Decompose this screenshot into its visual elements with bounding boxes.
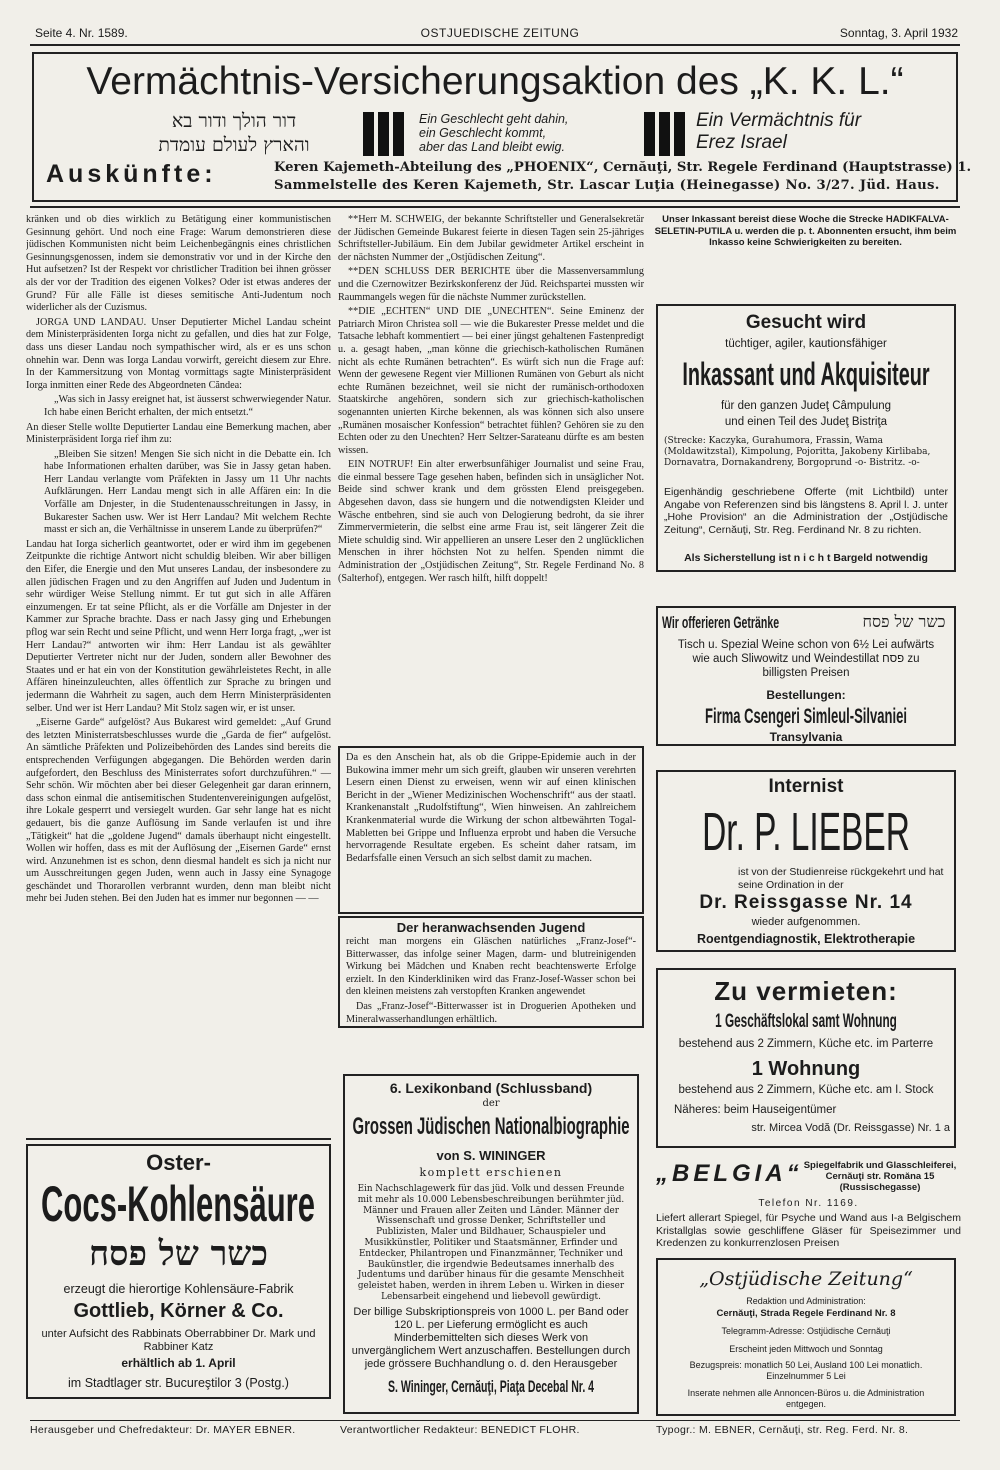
banner-info-1: Keren Kajemeth-Abteilung des „PHOENIX“, Cernăuţi, Str. Regele Ferdinand (Hauptstrasse) 1.: [274, 160, 972, 175]
ad-internist-name: Dr. P. LIEBER: [702, 802, 910, 862]
ad-vermieten-item: 1 Wohnung: [751, 1058, 861, 1080]
banner-hebrew-1: דור הולך ודור בא: [171, 110, 297, 132]
column-rule: [26, 1138, 331, 1140]
ad-getraenke-text: Tisch u. Spezial Weine schon von 6½ Lei aufwärts wie auch Sliwowitz und Weindestillat פסח zu billigsten Preisen: [677, 639, 935, 679]
ad-oster-line: im Stadtlager str. Bucureştilor 3 (Postg.): [68, 1376, 289, 1390]
ad-vermieten-title: Zu vermieten:: [714, 976, 898, 1006]
newspaper-title: OSTJUEDISCHE ZEITUNG: [420, 26, 580, 40]
footer-rule: [30, 1420, 960, 1421]
ad-lexikon-price: Der billige Subskriptionspreis von 1000 L. per Band oder 120 L. per Lieferung ermöglicht es auch Minderbemittelten sich dieses Werk von unvergänglichem Wert anzuschaffen. Bestellungen durch jede grössere Buchhandlung o. d. den Herausgeber: [351, 1306, 631, 1370]
column-2: [338, 214, 644, 736]
news-schweig: **Herr M. SCHWEIG, der bekannte Schriftsteller und Generalsekretär der Jüdischen Gemeinde Bukarest feierte in diesen Tagen sein 25-jähriges Schriftsteller-Jubiläum. Ein dem Jubilar gewidmeter Artikel erscheint in der nächsten Nummer der „Ostjüdischen Zeitung“.: [338, 214, 644, 263]
ad-internist-address: Dr. Reissgasse Nr. 14: [699, 892, 913, 913]
ad-oz-line: Redaktion und Administration:: [746, 1296, 866, 1306]
ad-vermieten-text: bestehend aus 2 Zimmern, Küche etc. am I. Stock: [678, 1084, 934, 1096]
ad-internist: [656, 770, 956, 952]
ad-kosher-hebrew: כשר של פסח: [89, 1234, 268, 1274]
ad-lexikon-title: Grossen Jüdischen Nationalbiographie: [352, 1113, 630, 1140]
article-iorga-landau: JORGA UND LANDAU. Unser Deputierter Michel Landau scheint dem Ministerpräsidenten Iorga nicht zu gefallen, und dies hat zur Folge, dass uns dieser Landau noch sympathischer wird, als er es uns schon ohnehin war. Denn was Iorga Landau vorwirft, gereicht diesem zur Ehre. In der Kammersitzung von Montag vormittags sagte Ministerpräsident Iorga inmitten einer Rede des Abgeordneten Căndea:: [26, 316, 331, 391]
ad-oz-address: Cernăuţi, Strada Regele Ferdinand Nr. 8: [716, 1308, 896, 1319]
banner-auskunfte: Auskünfte:: [46, 160, 217, 188]
ad-ostjuedische: [656, 1258, 956, 1416]
ad-vermieten: [656, 968, 956, 1148]
ad-vermieten-text: bestehend aus 2 Zimmern, Küche etc. im Parterre: [678, 1038, 934, 1050]
ad-getraenke-region: Transylvania: [769, 730, 843, 744]
page-number: Seite 4. Nr. 1589.: [35, 26, 128, 40]
article-eiserne-garde: „Eiserne Garde“ aufgelöst? Aus Bukarest wird gemeldet: „Auf Grund des letzten Ministerratsbeschlusses wurde die „Garda de fier“ aufgelöst. An sämtliche Präfekten und Polizeibehörden des Landes sind bereits die entsprechenden Verfügungen abgegangen. Die Behörden werden darin aufgefordert, den Beschluss des Ministerrates sofort durchzuführen.“ — Sehr schön. Wir möchten aber bei dieser Gelegenheit gar daran erinnern, dass schon einmal die antisemitischen Studentenvereinigungen aufgelöst, ihre Lokale gesperrt und versiegelt wurden. Gar sehr lange hat es nicht gedauert, bis die ganze Auflösung im Sande verlaufen ist und ihre „Tätigkeit“ hat die „goldene Jugend“ damals überhaupt nicht eingestellt. Wollen wir hoffen, dass es mit der Auflösung der „Eisernen Garde“ ernst wird. Anzunehmen ist es schon, denn diesmal handelt es sich ja nicht nur um Ausschreitungen gegen Juden, wenn auch in Jassy eine Synagoge geschändet und Thorarollen verbrannt wurden, denn man bleibt nicht mehr bei Juden stehen. Bei den Juden hat es immer nur begonnen — —: [26, 717, 331, 905]
ad-getraenke-firm: Firma Csengeri Simleul-Silvaniei: [705, 705, 907, 728]
ad-getraenke: [656, 606, 956, 746]
banner-quote: Ein Geschlecht geht dahin, ein Geschlecht kommt, aber das Land bleibt ewig.: [419, 112, 569, 154]
ad-belgia-name: „BELGIA“: [656, 1160, 803, 1187]
banner-bars-right: [640, 112, 690, 156]
ad-belgia-text: Liefert allerart Spiegel, für Psyche und Wand aus I-a Belgischem Kristallglas sowie geschliffene Gläser für Speisezimmer und Kredenzen zu konkurrenzlosen Preisen: [656, 1212, 961, 1249]
notice-inkassant: Unser Inkassant bereist diese Woche die Strecke HADIKFALVA-SELETIN-PUTILA u. werden die p. t. Abonnenten ersucht, ihm beim Inkasso keine Schwierigkeiten zu bereiten.: [654, 214, 957, 248]
article-text: Landau hat Iorga sicherlich geantwortet, oder er wird ihm im gegebenen Zeitpunkte die richtige Antwort nicht schuldig bleiben. Wir aber billigen den Eifer, die Energie und den Mut unseres Landau, der insbesondere zu allen jüdischen Fragen und zu den Angriffen auf Juden und Judentum in sehr würdiger Weise Stellung nimmt. Er tut gut sich in alle Affären einzumengen. Er tat seine Pflicht, als er die Vorfälle am Dnjester in der Kammer zur Sprache brachte. Dass er nach Jassy ging und Erhebungen pflog war sein Recht und seine Pflicht, und wenn Herr Iorga fragt, „wer ist Herr Landau?“ antworten wir ihm: Herr Landau ist als gewählter Deputierter Vertreter nicht nur der Juden, sondern aller Bewohner des Staates und er hat ein von der Konstitution gewährleistetes Recht, in alle Affären hineinzuleuchten, alles öffentlich zur Sprache zu bringen und jedermann die Wahrheit zu sagen, auch dem Herrn Ministerpräsidenten selber. Und wer ist Herr Landau? Mit Stolz sagen wir, er ist unser.: [26, 538, 331, 714]
ad-gesucht-line: und einen Teil des Judeţ Bistriţa: [724, 416, 888, 428]
article-quote: „Bleiben Sie sitzen! Mengen Sie sich nicht in die Debatte ein. Ich habe Informationen erhalten darüber, was Sie in Jassy getan haben. Herr Landau verlangte vom Präfekten in Jassy um 11 Uhr nachts Aufklärungen. Herr Landau mengt sich in alle Affären ein: In die Vorfälle am Dnjester, in die Studentenausschreitungen in Jassy, in Bukarester Sachen usw. Wer ist Herr Landau? Mit welchem Rechte masst er sich an, die Verhältnisse in unserem Lande zu überprüfen?“: [44, 448, 331, 536]
ad-belgia-phone: Telefon Nr. 1169.: [758, 1198, 859, 1209]
ad-lexikon-author: von S. WININGER: [436, 1148, 546, 1163]
ad-gesucht-position: Inkassant und Akquisiteur: [682, 356, 930, 392]
ad-internist-services: Roentgendiagnostik, Elektrotherapie: [696, 932, 916, 946]
ad-oz-title: „Ostjüdische Zeitung“: [699, 1268, 913, 1290]
ad-gesucht-line: für den ganzen Judeţ Câmpulung: [720, 400, 892, 412]
ad-getraenke-kosher: כשר של פסח: [862, 612, 946, 631]
ad-lexikon-address: S. Wininger, Cernăuţi, Piaţa Decebal Nr. 4: [387, 1377, 595, 1396]
ad-gesucht-offer: Eigenhändig geschriebene Offerte (mit Lichtbild) unter Angabe von Referenzen sind bis längstens 8. April l. J. unter „Hohe Provision“ an die Administration der „Ostjüdische Zeitung“, Cernăuţi, Str. Reg. Ferdinand Nr. 8 zu richten.: [664, 486, 948, 536]
ad-kohlensaeure: [26, 1144, 331, 1399]
banner-info-2: Sammelstelle des Keren Kajemeth, Str. Lascar Luţia (Heinegasse) No. 3/27. Jüd. Haus.: [274, 178, 940, 193]
ad-oster-line: erzeugt die hierortige Kohlensäure-Fabrik: [63, 1282, 294, 1296]
news-echten: **DIE „ECHTEN“ UND DIE „UNECHTEN“. Seine Eminenz der Patriarch Miron Christea soll — wie die Bukarester Presse meldet und die Tatsache lebhaft kommentiert — bei einer jüngst gehaltenen Fastenpredigt u. a. gesagt haben, „man könne die griechisch-katholischen Rumänen nicht als echte Rumänen betrachten“. Es würft sich nun die Frage auf: Wenn der gewesene Regent vier Millionen Rumänen von Geburt als nicht echte Rumänen bezeichnet, weil sie nicht der rumänisch-orthodoxen Staatskirche angehören, sondern sich zur griechisch-katholischen sogenannten unierten Kirche bekennen, als was können sich also unsere „Rumänen mosaischer Konfession“ betrachtet fühlen? Gehören sie zu den Echten oder zu den Unechten? Herr Seltzer-Sarateanu dürfte es am besten wissen.: [338, 306, 644, 456]
ad-getraenke-order: Bestellungen:: [766, 688, 846, 702]
footer-publisher: Herausgeber und Chefredakteur: Dr. MAYER EBNER.: [30, 1424, 296, 1436]
ad-franz-josef-text: reicht man morgens ein Gläschen natürliches „Franz-Josef“-Bitterwasser, das infolge seiner Magen, darm- und blutreinigenden Wirkung bei Mädchen und Knaben recht beachtenswerte Erfolge erzielt. In den Kinderkliniken wird das Franz-Josef-Wasser schon bei den kleinen meistens zah verstopften Kranken angewendet: [346, 936, 636, 998]
ad-oster-line: erhältlich ab 1. April: [121, 1356, 236, 1370]
ad-lexikon-desc: Ein Nachschlagewerk für das jüd. Volk und dessen Freunde mit mehr als 10.000 Lebensbeschreibungen berühmter jüd. Männer und Frauen aller Zeiten und Länder. Männer der Wissenschaft und grosse Denker, Schriftsteller und Publizisten, Maler und Bildhauer, Schauspieler und Musikkünstler, Politiker und Staatsmänner, Erfinder und Entdecker, Philantropen und Finanzmänner, Techniker und Baukünstler, die irgendwie Bedeutsames innerhalb des Judentums und darüber hinaus für die gesamte Menschheit geleistet haben, werden in ihrem Leben u. Wirken in dieser Lebensarbeit eingehend und liebevoll gewürdigt.: [357, 1184, 625, 1302]
ad-gesucht: [656, 304, 956, 572]
ad-oster-title: Oster-: [146, 1150, 211, 1175]
ad-oz-price: Bezugspreis: monatlich 50 Lei, Ausland 100 Lei monatlich. Einzelnummer 5 Lei: [689, 1360, 923, 1381]
news-bericht: **DEN SCHLUSS DER BERICHTE über die Massenversammlung und die Czernowitzer Bezirkskonferenz der Jüd. Reichspartei mussten wir Raummangels wegen für die nächste Nummer zurückstellen.: [338, 266, 644, 303]
banner-rule: [30, 206, 960, 208]
ad-getraenke-title: Wir offerieren Getränke: [662, 613, 780, 632]
ad-oz-line: Inserate nehmen alle Annoncen-Büros u. die Administration entgegen.: [687, 1388, 925, 1409]
ad-oster-line: unter Aufsicht des Rabbinats Oberrabbiner Dr. Mark und Rabbiner Katz: [41, 1328, 316, 1353]
ad-grippe-text: Da es den Anschein hat, als ob die Grippe-Epidemie auch in der Bukowina immer mehr um sich greift, glauben wir unseren verehrten Lesern einen Dienst zu erweisen, wenn wir auf einen klinischen Bericht in der „Wiener Medizinischen Wochenschrift“ aus der staatl. Krankenanstalt „Rudolfstiftung“, Wien hinweisen. An zahlreichem Krankenmaterial wurde die Wirkung der schon altbewährten Togal-Mabletten bei Grippe und Influenza erprobt und haben die Versuche hervorragende Resultate ergeben. Es scheint daher ratsam, im Bedarfsfalle einen Versuch an sich selbst damit zu machen.: [346, 752, 636, 864]
ad-belgia-firm: Spiegelfabrik und Glasschleiferei, Cernăuţi str. Romăna 15 (Russischegasse): [803, 1160, 957, 1193]
footer-printer: Typogr.: M. EBNER, Cernăuţi, str. Reg. Ferd. Nr. 8.: [656, 1424, 909, 1436]
ad-oster-firm: Gottlieb, Körner & Co.: [73, 1300, 284, 1322]
ad-grippe: [338, 746, 644, 914]
ad-internist-title: Internist: [768, 776, 844, 797]
ad-vermieten-contact: Näheres: beim Hauseigentümer: [674, 1104, 837, 1116]
ad-vermieten-address: str. Mircea Vodă (Dr. Reissgasse) Nr. 1 a: [751, 1122, 950, 1134]
ad-lexikon-der: der: [482, 1098, 500, 1109]
banner-legacy: Ein Vermächtnis für Erez Israel: [696, 110, 862, 153]
ad-franz-josef-text: Das „Franz-Josef“-Bitterwasser ist in Droguerien Apotheken und Mineralwasserhandlungen erhältlich.: [346, 1000, 636, 1025]
article-quote: „Was sich in Jassy ereignet hat, ist äusserst schwerwiegender Natur. Ich habe einen Bericht erhalten, der mich entsetzt.“: [44, 394, 331, 418]
ad-vermieten-item: 1 Geschäftslokal samt Wohnung: [715, 1011, 897, 1032]
ad-belgia: [656, 1160, 961, 1248]
banner-box: [32, 52, 972, 202]
ad-lexikon-band: 6. Lexikonband (Schlussband): [389, 1080, 593, 1096]
ad-franz-josef-title: Der heranwachsenden Jugend: [396, 920, 586, 935]
ad-franz-josef: [338, 916, 644, 1028]
article-text: kränken und ob dies wirklich zu Betätigung einer kommunistischen Gesinnung gehört. Und noch eine Frage: Warum demonstrieren diese jüdischen Kommunisten nicht beim Leichenbegängnis eines christlichen Gesinnungsgenossen, indem sie demonstrativ vor und in der Kirche den Hut aufsetzen? Ist der Respekt vor christlicher Tradition bei ihnen grösser als der vor der Tradition des eigenen Volkes? Oder ist etwas anderes der Grund? Für alle Fälle ist dieses semitische Anti-Judentum noch widerlicher als der Cuzismus.: [26, 214, 331, 314]
ad-gesucht-note: Als Sicherstellung ist n i c h t Bargeld notwendig: [684, 552, 928, 564]
header-rule: [30, 44, 960, 46]
ad-lexikon: [343, 1074, 639, 1414]
ad-gesucht-title: Gesucht wird: [745, 312, 867, 333]
ad-oz-line: Erscheint jeden Mittwoch und Sonntag: [729, 1344, 883, 1354]
ad-gesucht-line: tüchtiger, agiler, kautionsfähiger: [725, 338, 887, 350]
ad-lexikon-complete: komplett erschienen: [419, 1166, 563, 1179]
footer-editor: Verantwortlicher Redakteur: BENEDICT FLOHR.: [340, 1424, 580, 1436]
ad-cocs-heading: Cocs-Kohlensäure: [41, 1176, 315, 1232]
banner-hebrew-2: והארץ לעולם עומדת: [158, 134, 310, 156]
article-text: An dieser Stelle wollte Deputierter Landau eine Bemerkung machen, aber Ministerpräsident Iorga rief ihm zu:: [26, 421, 331, 446]
ad-internist-text: wieder aufgenommen.: [751, 916, 861, 928]
column-1: [26, 214, 331, 1134]
ad-oz-line: Telegramm-Adresse: Ostjüdische Cernăuţi: [721, 1326, 891, 1336]
banner-title: Vermächtnis-Versicherungsaktion des „K. K. L.“: [86, 60, 904, 103]
ad-internist-text: ist von der Studienreise rückgekehrt und hat seine Ordination in der: [738, 866, 944, 891]
ad-gesucht-route: (Strecke: Kaczyka, Gurahumora, Frassin, Wama (Moldawitzstal), Kimpolung, Pojoritta, Jakobeny Kirlibaba, Dornavatra, Dornakandreny, Borgoprund -o- Bistritz. -o-: [664, 436, 931, 468]
issue-date: Sonntag, 3. April 1932: [839, 26, 958, 40]
news-notruf: EIN NOTRUF! Ein alter erwerbsunfähiger Journalist und seine Frau, die einmal bessere Tage gesehen haben, befinden sich in unsäglicher Not. Beide sind schwer krank und dem grössten Elend preisgegeben. Abgesehen davon, dass sie hungern und die notwendigsten Kleider und Wäsche entbehren, sind sie auch von Delogierung bedroht, da sie ihrer Zimmervermieterin, die selbst eine arme Frau ist, seit längerer Zeit die Miete schuldig sind. Wir appellieren an unsere Leser den 2 unglücklichen Menschen in ihrer höchsten Not zu helfen. Spenden nimmt die Administration der „Ostjüdischen Zeitung“, Str. Regele Ferdinand No. 8 (Salterhof), entgegen. Wer rasch hilft, hilft doppelt!: [338, 459, 644, 584]
banner-bars-left: [359, 112, 409, 156]
